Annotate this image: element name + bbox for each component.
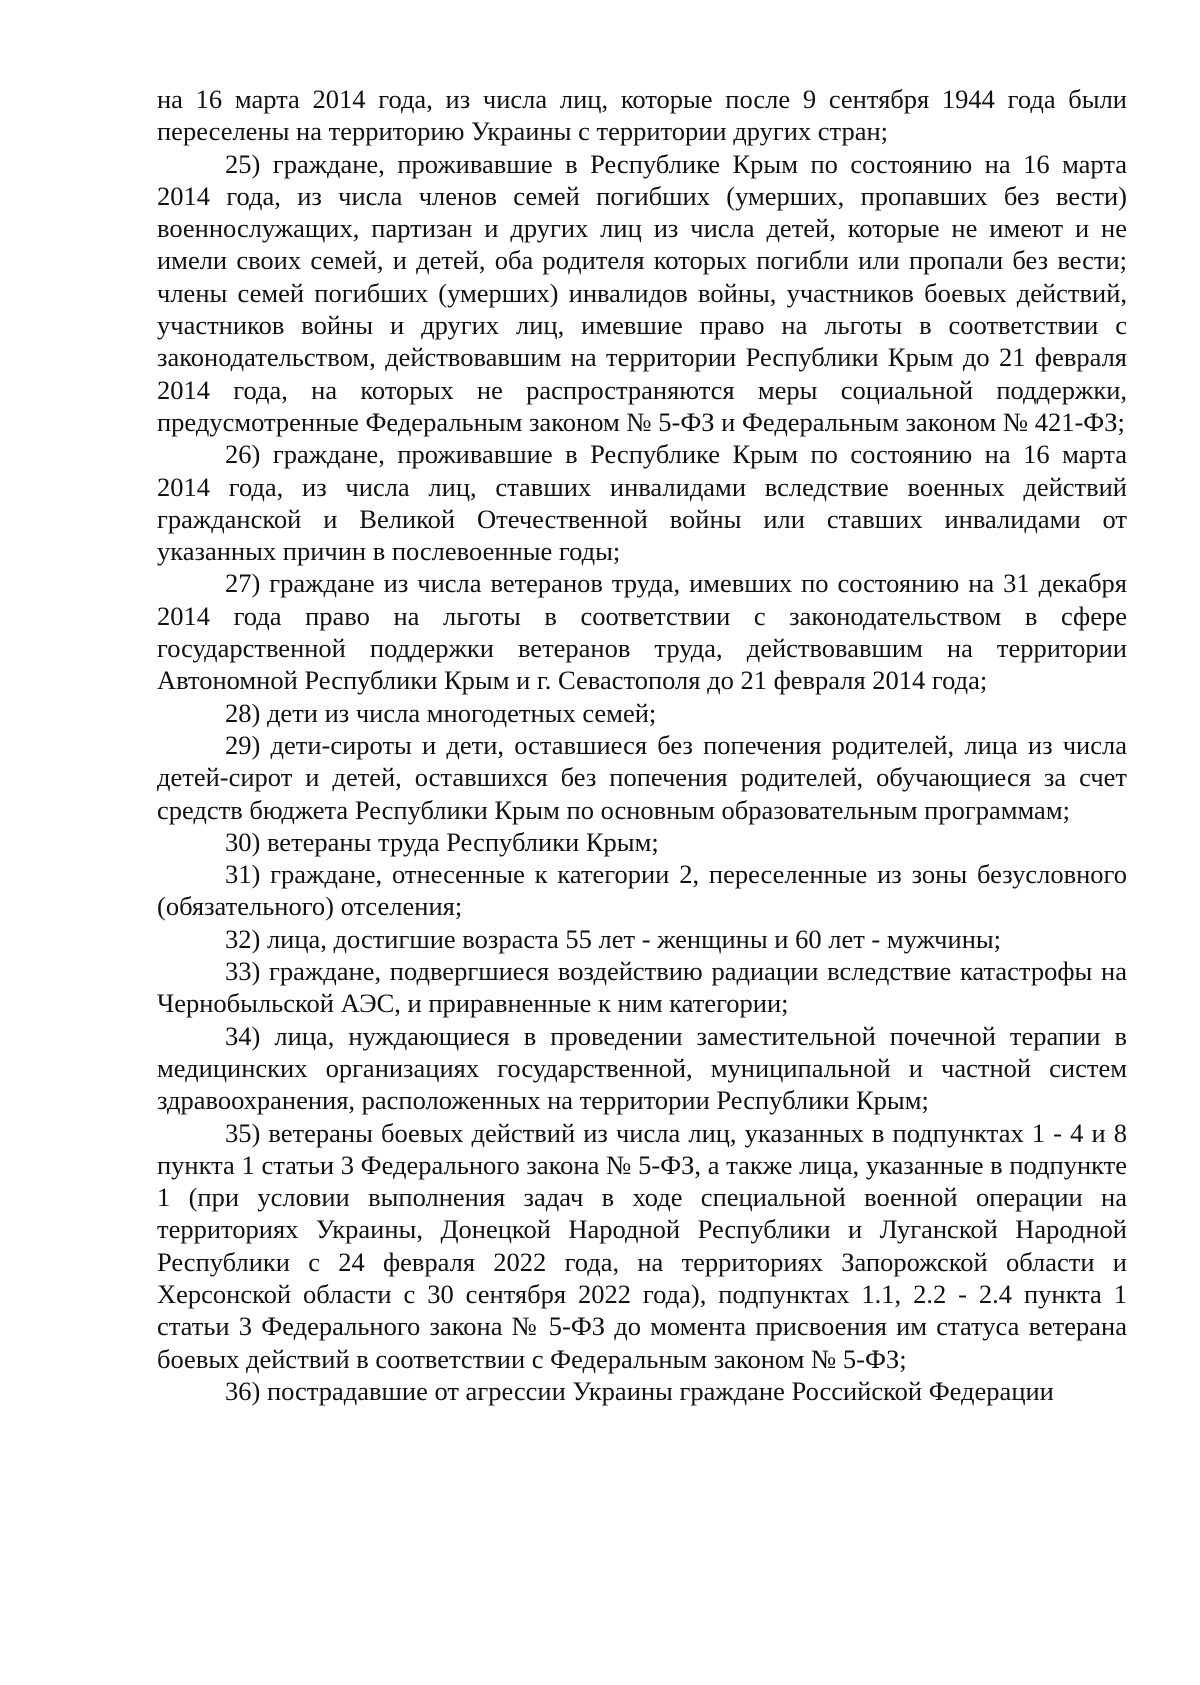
paragraph-item-31: 31) граждане, отнесенные к категории 2, переселенные из зоны безусловного (обязательного) отселения; <box>157 859 1127 922</box>
paragraph-item-29: 29) дети-сироты и дети, оставшиеся без попечения родителей, лица из числа детей-сирот и детей, оставшихся без попечения родителей, обучающиеся за счет средств бюджета Республики Крым по основным образовательным программам; <box>157 729 1127 825</box>
paragraph-item-32: 32) лица, достигшие возраста 55 лет - женщины и 60 лет - мужчины; <box>225 923 1002 954</box>
paragraph-item-30: 30) ветераны труда Республики Крым; <box>225 826 659 857</box>
paragraph-item-25: 25) граждане, проживавшие в Республике Крым по состоянию на 16 марта 2014 года, из числа членов семей погибших (умерших, пропавших без вести) военнослужащих, партизан и других лиц из числа детей, которые не имеют и не имели своих семей, и детей, оба родителя которых погибли или пропали без вести; члены семей погибших (умерших) инвалидов войны, участников боевых действий, участников войны и других лиц, имевшие право на льготы в соответствии с законодательством, действовавшим на территории Республики Крым до 21 февраля 2014 года, на которых не распространяются меры социальной поддержки, предусмотренные Федеральным законом № 5-ФЗ и Федеральным законом № 421-ФЗ; <box>157 148 1127 437</box>
paragraph-item-27: 27) граждане из числа ветеранов труда, имевших по состоянию на 31 декабря 2014 года право на льготы в соответствии с законодательством в сфере государственной поддержки ветеранов труда, действовавшим на территории Автономной Республики Крым и г. Севастополя до 21 февраля 2014 года; <box>157 568 1127 696</box>
paragraph-continuation: на 16 марта 2014 года, из числа лиц, которые после 9 сентября 1944 года были переселены на территорию Украины с территории других стран; <box>157 84 1127 147</box>
paragraph-item-28: 28) дети из числа многодетных семей; <box>225 697 657 728</box>
paragraph-item-33: 33) граждане, подвергшиеся воздействию радиации вследствие катастрофы на Чернобыльской АЭС, и приравненные к ним категории; <box>157 956 1127 1019</box>
paragraph-item-26: 26) граждане, проживавшие в Республике Крым по состоянию на 16 марта 2014 года, из числа лиц, ставших инвалидами вследствие военных действий гражданской и Великой Отечественной войны или ставших инвалидами от указанных причин в послевоенные годы; <box>157 439 1127 567</box>
paragraph-item-36: 36) пострадавшие от агрессии Украины граждане Российской Федерации <box>225 1375 1054 1406</box>
document-page <box>157 83 1127 1407</box>
paragraph-item-35: 35) ветераны боевых действий из числа лиц, указанных в подпунктах 1 - 4 и 8 пункта 1 статьи 3 Федерального закона № 5-ФЗ, а также лица, указанные в подпункте 1 (при условии выполнения задач в ходе специальной военной операции на территориях Украины, Донецкой Народной Республики и Луганской Народной Республики с 24 февраля 2022 года, на территориях Запорожской области и Херсонской области с 30 сентября 2022 года), подпунктах 1.1, 2.2 - 2.4 пункта 1 статьи 3 Федерального закона № 5-ФЗ до момента присвоения им статуса ветерана боевых действий в соответствии с Федеральным законом № 5-ФЗ; <box>157 1117 1127 1374</box>
paragraph-item-34: 34) лица, нуждающиеся в проведении заместительной почечной терапии в медицинских организациях государственной, муниципальной и частной систем здравоохранения, расположенных на территории Республики Крым; <box>157 1020 1127 1116</box>
